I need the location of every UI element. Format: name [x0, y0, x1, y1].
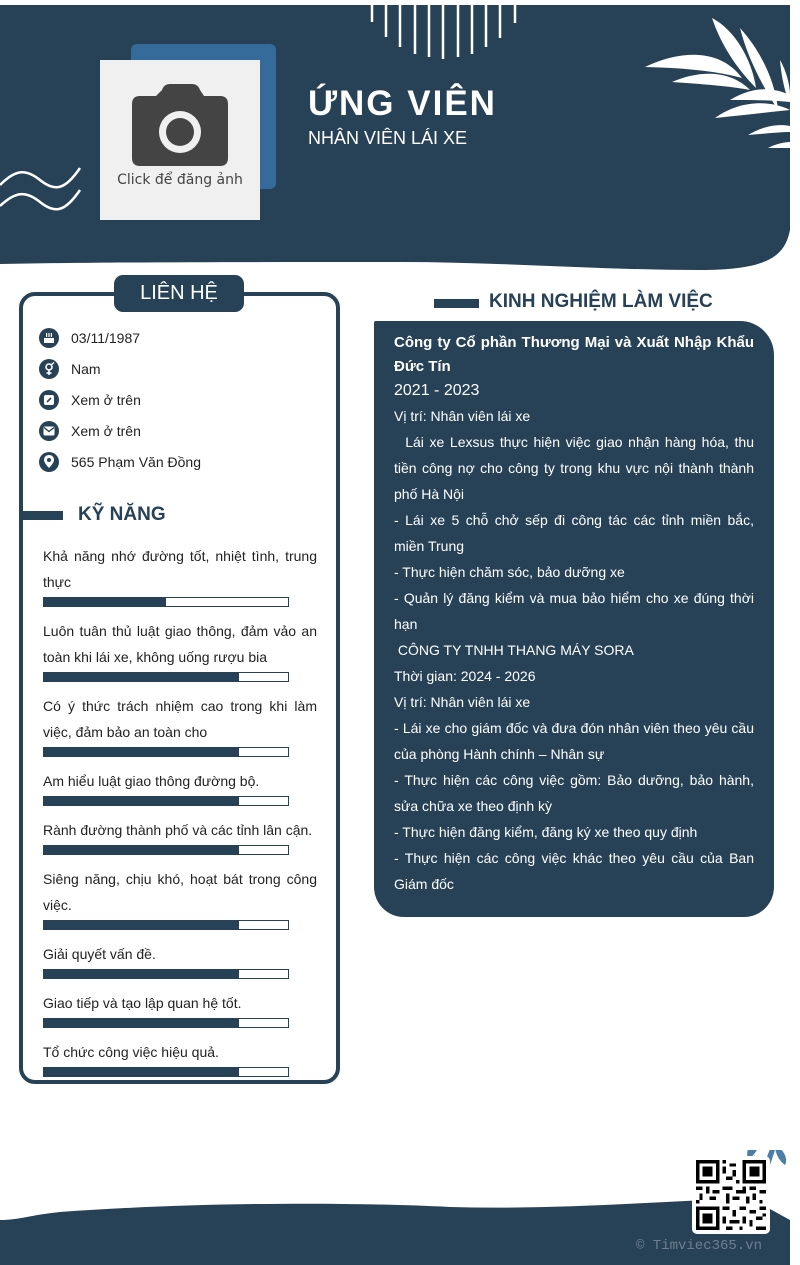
experience-line: Vị trí: Nhân viên lái xe [394, 694, 531, 710]
job-title: NHÂN VIÊN LÁI XE [308, 128, 468, 148]
skill-label: Có ý thức trách nhiệm cao trong khi làm việc, đảm bảo an toàn cho [43, 698, 317, 740]
phone-value: Xem ở trên [71, 391, 141, 408]
skill-label: Giao tiếp và tạo lập quan hệ tốt. [43, 995, 242, 1011]
skills-list [43, 543, 317, 1088]
camera-icon [132, 84, 228, 168]
experience-section-title: KINH NGHIỆM LÀM VIỆC [489, 291, 713, 312]
skill-item [43, 1039, 317, 1077]
gender-value: Nam [71, 360, 101, 377]
skill-item [43, 817, 317, 855]
copyright-text: © Timviec365.vn [636, 1238, 763, 1254]
skill-label: Giải quyết vấn đề. [43, 946, 156, 962]
skill-progress-bar [43, 920, 289, 930]
contact-address [39, 446, 201, 477]
skill-item [43, 543, 317, 607]
email-icon [39, 421, 59, 441]
skills-section-title: KỸ NĂNG [78, 504, 166, 525]
skill-label: Rành đường thành phố và các tỉnh lân cận. [43, 822, 313, 838]
skill-label: Siêng năng, chịu khó, hoạt bát trong công việc. [43, 871, 317, 913]
skill-label: Tổ chức công việc hiệu quả. [43, 1044, 219, 1060]
phone-icon [39, 390, 59, 410]
skill-item [43, 941, 317, 979]
experience-line: - Thực hiện các công việc gồm: Bảo dưỡng, bảo hành, sửa chữa xe theo định kỳ [394, 772, 754, 814]
experience-line: - Thực hiện chăm sóc, bảo dưỡng xe [394, 564, 625, 580]
location-pin-icon [39, 452, 59, 472]
skill-item [43, 768, 317, 806]
experience-line: - Thực hiện các công việc khác theo yêu cầu của Ban Giám đốc [394, 850, 754, 892]
skill-progress-bar [43, 597, 289, 607]
email-value: Xem ở trên [71, 422, 141, 439]
contact-section-title: LIÊN HỆ [114, 275, 244, 312]
skill-progress-bar [43, 845, 289, 855]
skills-title-bar [23, 511, 63, 520]
experience-line: - Quản lý đăng kiểm và mua bảo hiểm cho xe đúng thời hạn [394, 590, 754, 632]
qr-code [692, 1156, 770, 1234]
gender-icon [39, 359, 59, 379]
experience-line: - Lái xe 5 chỗ chở sếp đi công tác các tỉnh miền bắc, miền Trung [394, 512, 754, 554]
experience-line: Lái xe Lexsus thực hiện việc giao nhận hàng hóa, thu tiền công nợ cho công ty trong khu vực nội thành thành phố Hà Nội [394, 434, 758, 502]
experience-panel [374, 321, 774, 917]
skill-progress-bar [43, 796, 289, 806]
company-name: Công ty Cổ phần Thương Mại và Xuất Nhập Khẩu Đức Tín [394, 334, 754, 375]
skill-label: Khả năng nhớ đường tốt, nhiệt tình, trung thực [43, 548, 317, 590]
experience-line: Vị trí: Nhân viên lái xe [394, 408, 531, 424]
skill-progress-bar [43, 1067, 289, 1077]
experience-line: CÔNG TY TNHH THANG MÁY SORA [394, 642, 634, 658]
contact-birthday [39, 322, 201, 353]
experience-line: Thời gian: 2024 - 2026 [394, 668, 536, 684]
skill-progress-bar [43, 672, 289, 682]
experience-title-bar [434, 299, 479, 308]
skill-label: Luôn tuân thủ luật giao thông, đảm vảo an toàn khi lái xe, không uống rượu bia [43, 623, 317, 665]
birthday-value: 03/11/1987 [71, 329, 141, 346]
skill-item [43, 693, 317, 757]
contact-phone [39, 384, 201, 415]
skill-item [43, 990, 317, 1028]
experience-line: - Thực hiện đăng kiểm, đăng ký xe theo quy định [394, 824, 698, 840]
birthday-cake-icon [39, 328, 59, 348]
skill-item [43, 618, 317, 682]
photo-caption: Click để đăng ảnh [117, 172, 243, 188]
skill-label: Am hiểu luật giao thông đường bộ. [43, 773, 260, 789]
candidate-name: ỨNG VIÊN [308, 84, 497, 123]
address-value: 565 Phạm Văn Đồng [71, 453, 201, 470]
contact-gender [39, 353, 201, 384]
skill-progress-bar [43, 1018, 289, 1028]
skill-progress-bar [43, 747, 289, 757]
upload-photo-button[interactable] [100, 60, 260, 220]
experience-line: - Lái xe cho giám đốc và đưa đón nhân viên theo yêu cầu của phòng Hành chính – Nhân sự [394, 720, 754, 762]
skill-progress-bar [43, 969, 289, 979]
employment-period: 2021 - 2023 [394, 382, 480, 399]
contact-email [39, 415, 201, 446]
contact-list [39, 322, 201, 477]
skill-item [43, 866, 317, 930]
